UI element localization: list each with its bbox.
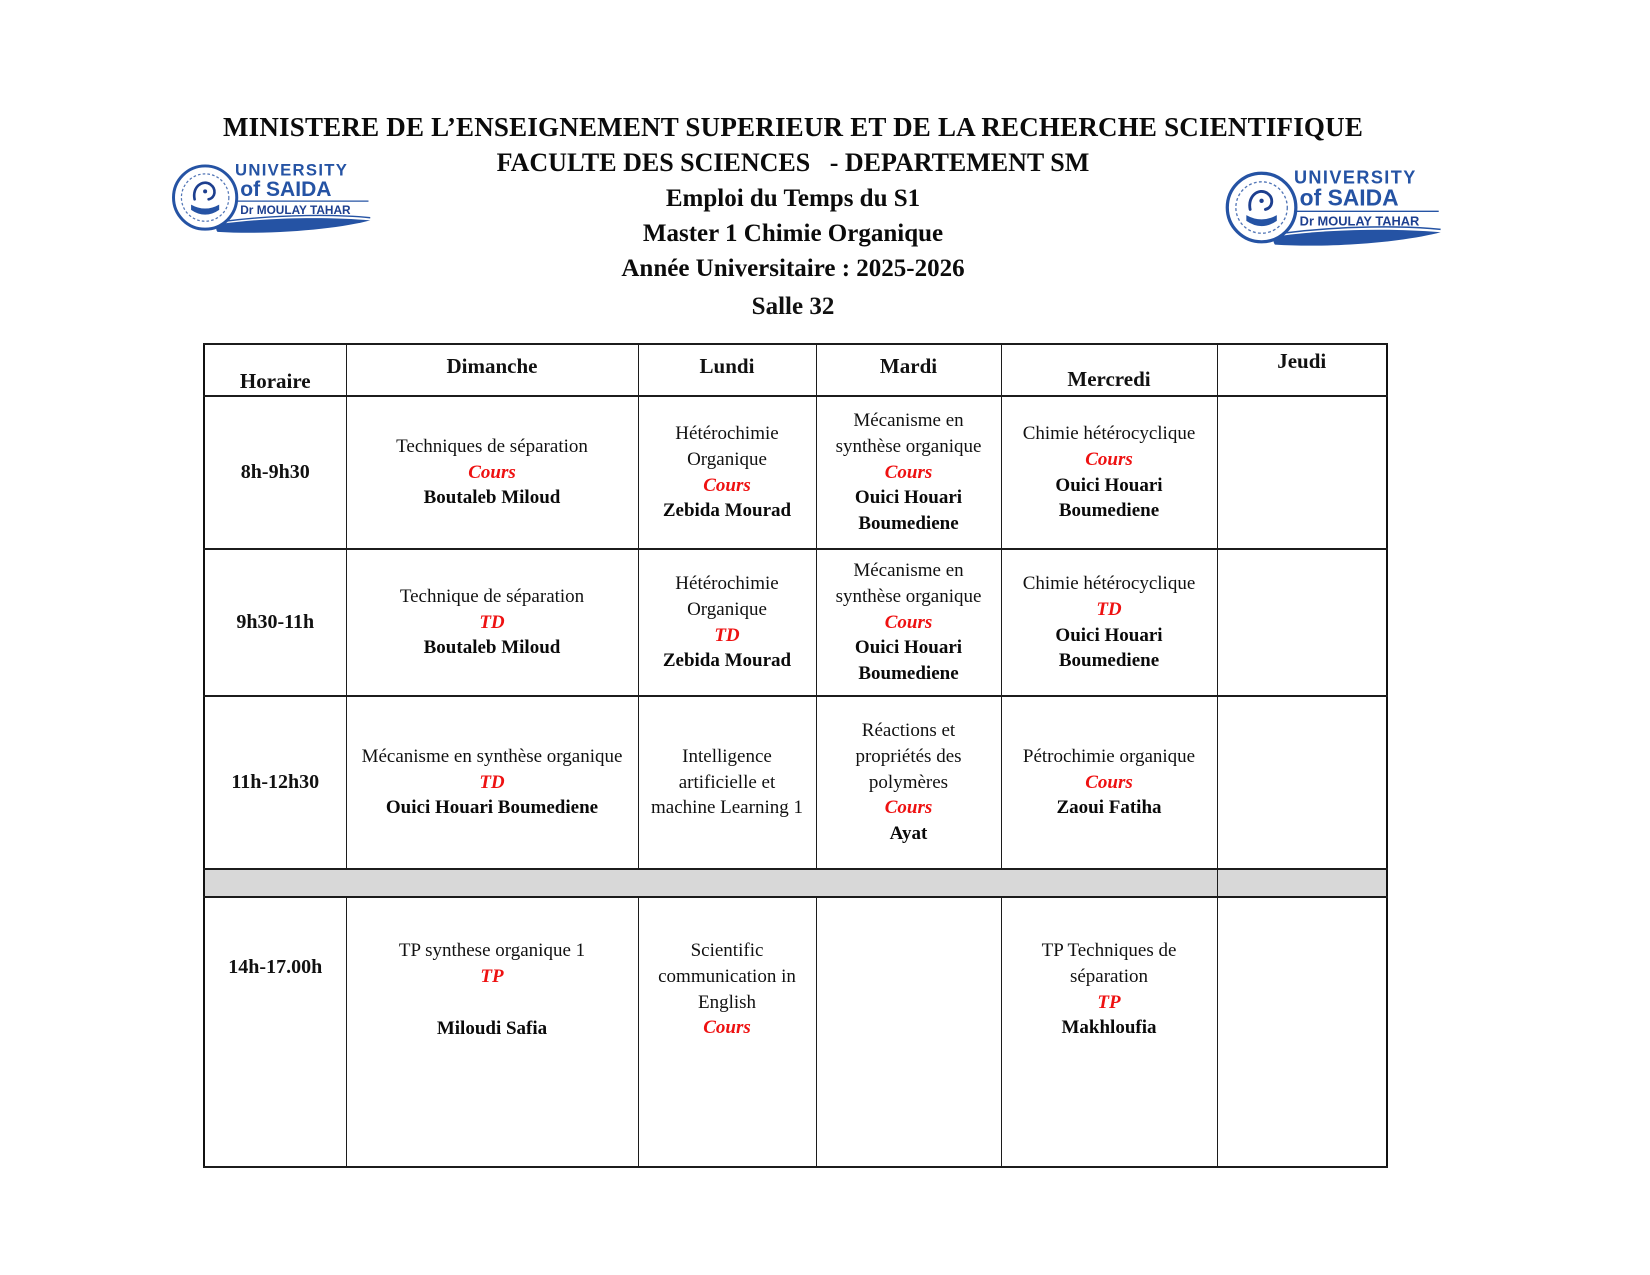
program-title: Master 1 Chimie Organique — [642, 220, 944, 247]
timetable-cell-lundi-8h-9h30 — [638, 396, 816, 549]
timetable-cell-jeudi-9h30-11h — [1217, 549, 1387, 696]
timetable-cell-mardi-9h30-11h — [816, 549, 1001, 696]
course-name: Pétrochimie organique — [1022, 745, 1196, 767]
session-type-label: Cours — [468, 461, 516, 483]
room-label: Salle 32 — [751, 293, 835, 320]
course-name: Intelligence artificielle et machine Learning 1 — [651, 745, 803, 819]
column-header-lundi: Lundi — [638, 344, 816, 396]
session-type-label: TD — [714, 624, 740, 646]
teacher-name: Ouici Houari Boumediene — [854, 487, 963, 535]
teacher-name: Makhloufia — [1061, 1017, 1157, 1039]
blank-line — [357, 990, 628, 1016]
session-type-label: Cours — [884, 797, 933, 819]
course-name: Mécanisme en synthèse organique — [361, 745, 623, 767]
teacher-name: Ouici Houari Boumediene — [1055, 624, 1163, 672]
timetable-cell-dimanche-11h-12h30 — [346, 696, 638, 869]
teacher-name: Zaoui Fatiha — [1056, 797, 1162, 819]
session-type-label: TD — [479, 771, 505, 793]
course-name: Mécanisme en synthèse organique — [835, 409, 982, 457]
timetable-cell-dimanche-14h-17.00h — [346, 897, 638, 1167]
logo-swoosh-icon — [216, 218, 370, 233]
timetable-cell-mercredi-11h-12h30 — [1001, 696, 1217, 869]
session-type-label: Cours — [884, 611, 933, 633]
university-seal-icon — [1227, 173, 1296, 242]
course-name: Chimie hétérocyclique — [1022, 572, 1196, 594]
timetable-cell-lundi-14h-17.00h — [638, 897, 816, 1167]
timetable-cell-jeudi-8h-9h30 — [1217, 396, 1387, 549]
session-type-label: TD — [479, 611, 505, 633]
time-slot-9h30-11h: 9h30-11h — [204, 549, 346, 696]
session-type-label: Cours — [703, 474, 751, 496]
course-name: TP synthese organique 1 — [398, 940, 586, 961]
timetable-cell-lundi-9h30-11h — [638, 549, 816, 696]
timetable-cell-dimanche-8h-9h30 — [346, 396, 638, 549]
university-logo-right — [1220, 158, 1446, 258]
course-name: Mécanisme en synthèse organique — [835, 559, 982, 607]
course-name: Hétérochimie Organique — [675, 572, 779, 620]
timetable-cell-jeudi-14h-17.00h — [1217, 897, 1387, 1167]
session-type-label: Cours — [1085, 771, 1133, 793]
session-type-label: TP — [480, 965, 504, 987]
academic-year: Année Universitaire : 2025-2026 — [621, 255, 965, 282]
logo-text-of-saida: of SAIDA — [1299, 184, 1399, 211]
logo-text-of-saida: of SAIDA — [240, 177, 332, 201]
time-slot-11h-12h30: 11h-12h30 — [204, 696, 346, 869]
column-header-mercredi: Mercredi — [1001, 344, 1217, 396]
teacher-name: Ayat — [889, 823, 928, 845]
university-seal-icon — [174, 166, 237, 229]
session-type-label: TD — [1096, 598, 1122, 620]
session-type-label: Cours — [884, 461, 933, 483]
timetable-cell-jeudi-11h-12h30 — [1217, 696, 1387, 869]
logo-text-dr-moulay-tahar: Dr MOULAY TAHAR — [1299, 213, 1420, 229]
course-name: Techniques de séparation — [396, 435, 588, 457]
timetable-cell-mardi-8h-9h30 — [816, 396, 1001, 549]
timetable-cell-dimanche-9h30-11h — [346, 549, 638, 696]
teacher-name: Zebida Mourad — [662, 650, 792, 672]
column-header-mardi: Mardi — [816, 344, 1001, 396]
schedule-title: Emploi du Temps du S1 — [665, 185, 921, 212]
timetable-cell-mercredi-8h-9h30 — [1001, 396, 1217, 549]
time-slot-8h-9h30: 8h-9h30 — [204, 396, 346, 549]
course-name: Chimie hétérocyclique — [1022, 422, 1196, 444]
separator-band-jeudi — [1217, 869, 1387, 897]
teacher-name: Zebida Mourad — [662, 500, 792, 522]
teacher-name: Boutaleb Miloud — [423, 637, 561, 659]
logo-text-university: UNIVERSITY — [234, 160, 349, 180]
logo-text-dr-moulay-tahar: Dr MOULAY TAHAR — [240, 203, 351, 218]
session-type-label: TP — [1097, 991, 1121, 1013]
timetable-cell-lundi-11h-12h30 — [638, 696, 816, 869]
course-name: TP Techniques de séparation — [1041, 940, 1177, 987]
teacher-name: Ouici Houari Boumediene — [854, 637, 963, 685]
separator-band — [204, 869, 1217, 897]
timetable-cell-mardi-14h-17.00h — [816, 897, 1001, 1167]
session-type-label: Cours — [1085, 448, 1133, 470]
logo-swoosh-icon — [1274, 230, 1441, 246]
timetable — [203, 343, 1388, 1168]
teacher-name: Ouici Houari Boumediene — [1055, 474, 1163, 522]
timetable-container — [203, 343, 1388, 1168]
university-logo-left — [170, 148, 372, 248]
timetable-cell-mardi-11h-12h30 — [816, 696, 1001, 869]
course-name: Technique de séparation — [399, 585, 585, 607]
session-type-label: Cours — [703, 1017, 751, 1039]
course-name: Réactions et propriétés des polymères — [855, 719, 962, 793]
column-header-jeudi: Jeudi — [1217, 344, 1387, 396]
course-name: Scientific communication in English — [658, 940, 796, 1013]
teacher-name: Miloudi Safia — [436, 1017, 548, 1039]
faculty-department-title: FACULTE DES SCIENCES - DEPARTEMENT SM — [496, 148, 1090, 177]
timetable-cell-mercredi-14h-17.00h — [1001, 897, 1217, 1167]
column-header-dimanche: Dimanche — [346, 344, 638, 396]
course-name: Hétérochimie Organique — [675, 422, 779, 470]
logo-text-university: UNIVERSITY — [1293, 167, 1417, 188]
teacher-name: Boutaleb Miloud — [423, 487, 561, 509]
time-slot-14h-17.00h: 14h-17.00h — [204, 897, 346, 1167]
column-header-horaire: Horaire — [204, 344, 346, 396]
teacher-name: Ouici Houari Boumediene — [385, 797, 599, 819]
ministry-title: MINISTERE DE L’ENSEIGNEMENT SUPERIEUR ET DE LA RECHERCHE SCIENTIFIQUE — [222, 112, 1364, 142]
timetable-cell-mercredi-9h30-11h — [1001, 549, 1217, 696]
